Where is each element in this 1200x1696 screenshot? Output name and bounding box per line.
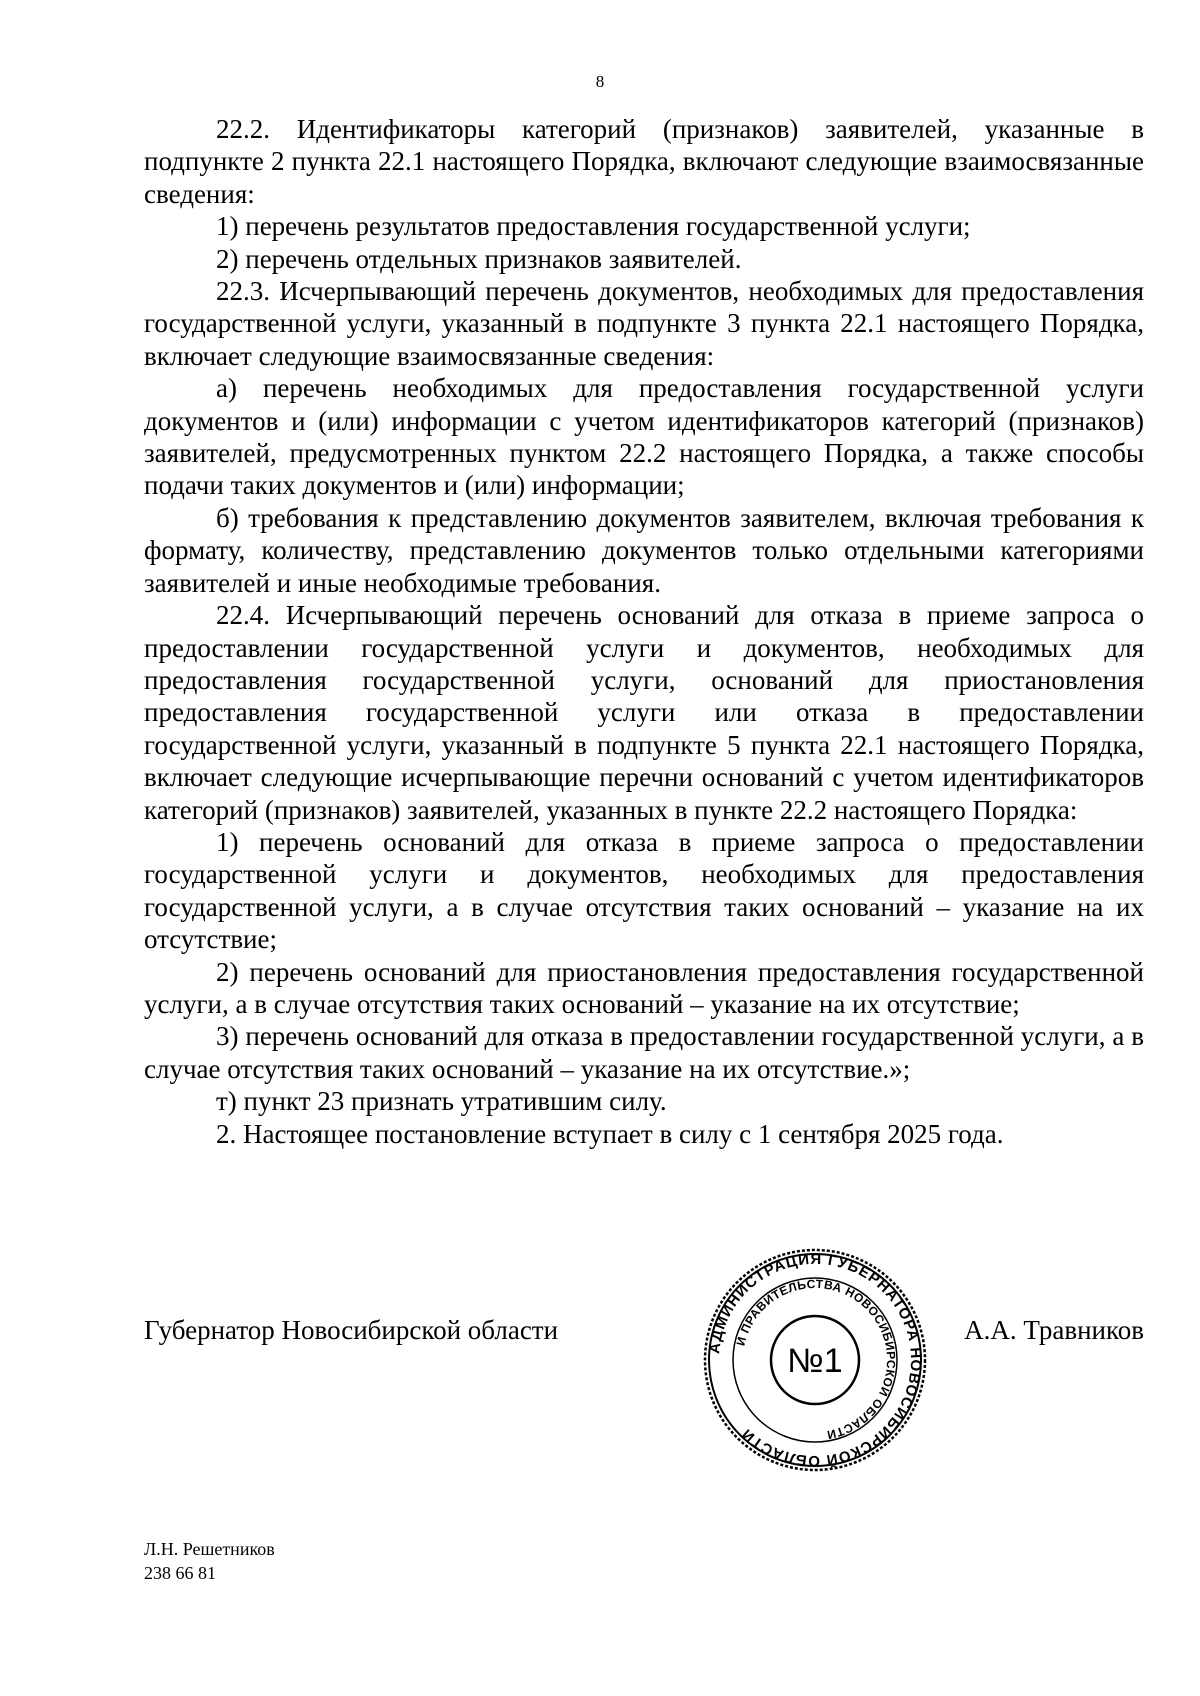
paragraph-22-3-item-a: а) перечень необходимых для предоставления государственной услуги документов и (или) информации с учетом идентификаторов категорий (признаков) заявителей, предусмотренных пунктом 22.2 настоящего Порядка, а также способы подачи таких документов и (или) информации;: [144, 373, 1144, 501]
page-number: 8: [595, 72, 605, 91]
paragraph-item-t: т) пункт 23 признать утратившим силу.: [216, 1086, 667, 1117]
official-seal-stamp: [700, 1245, 930, 1475]
paragraph-22-3-item-b: б) требования к представлению документов заявителем, включая требования к формату, количеству, представлению документов только отдельными категориями заявителей и иные необходимые требования.: [144, 502, 1144, 598]
stamp-number: №1: [787, 1342, 843, 1380]
paragraph-22-2-item-2: 2) перечень отдельных признаков заявителей.: [216, 243, 742, 274]
executor-phone: 238 66 81: [144, 1563, 216, 1583]
signatory-name: А.А. Травников: [964, 1315, 1144, 1345]
stamp-inner-text: И ПРАВИТЕЛЬСТВА НОВОСИБИРСКОЙ ОБЛАСТИ: [733, 1276, 899, 1443]
paragraph-22-2-item-1: 1) перечень результатов предоставления государственной услуги;: [216, 211, 971, 242]
executor-block: [144, 1537, 275, 1585]
paragraph-22-4-item-3: 3) перечень оснований для отказа в предоставлении государственной услуги, а в случае отсутствия таких оснований – указание на их отсутствие.»;: [144, 1021, 1144, 1084]
document-body: [144, 113, 1144, 1150]
paragraph-22-2: 22.2. Идентификаторы категорий (признаков) заявителей, указанные в подпункте 2 пункта 22.1 настоящего Порядка, включают следующие взаимосвязанные сведения:: [144, 114, 1144, 209]
paragraph-22-4: 22.4. Исчерпывающий перечень оснований для отказа в приеме запроса о предоставлении государственной услуги и документов, необходимых для предоставления государственной услуги, оснований для приостановления предоставления государственной услуги или отказа в предоставлении государственной услуги, указанный в подпункте 5 пункта 22.1 настоящего Порядка, включает следующие исчерпывающие перечни оснований с учетом идентификаторов категорий (признаков) заявителей, указанных в пункте 22.2 настоящего Порядка:: [144, 600, 1144, 825]
paragraph-effective-date: 2. Настоящее постановление вступает в силу с 1 сентября 2025 года.: [216, 1118, 1004, 1149]
paragraph-22-4-item-1: 1) перечень оснований для отказа в приеме запроса о предоставлении государственной услуги и документов, необходимых для предоставления государственной услуги, а в случае отсутствия таких оснований – указание на их отсутствие;: [144, 826, 1144, 955]
signature-block: [144, 1312, 1144, 1348]
executor-name: Л.Н. Решетников: [144, 1539, 275, 1559]
stamp-outer-text: АДМИНИСТРАЦИЯ ГУБЕРНАТОРА НОВОСИБИРСКОЙ ОБЛАСТИ: [706, 1250, 925, 1470]
paragraph-22-3: 22.3. Исчерпывающий перечень документов, необходимых для предоставления государственной услуги, указанный в подпункте 3 пункта 22.1 настоящего Порядка, включает следующие взаимосвязанные сведения:: [144, 276, 1144, 371]
paragraph-22-4-item-2: 2) перечень оснований для приостановления предоставления государственной услуги, а в случае отсутствия таких оснований – указание на их отсутствие;: [144, 956, 1144, 1019]
signatory-title: Губернатор Новосибирской области: [144, 1315, 559, 1345]
